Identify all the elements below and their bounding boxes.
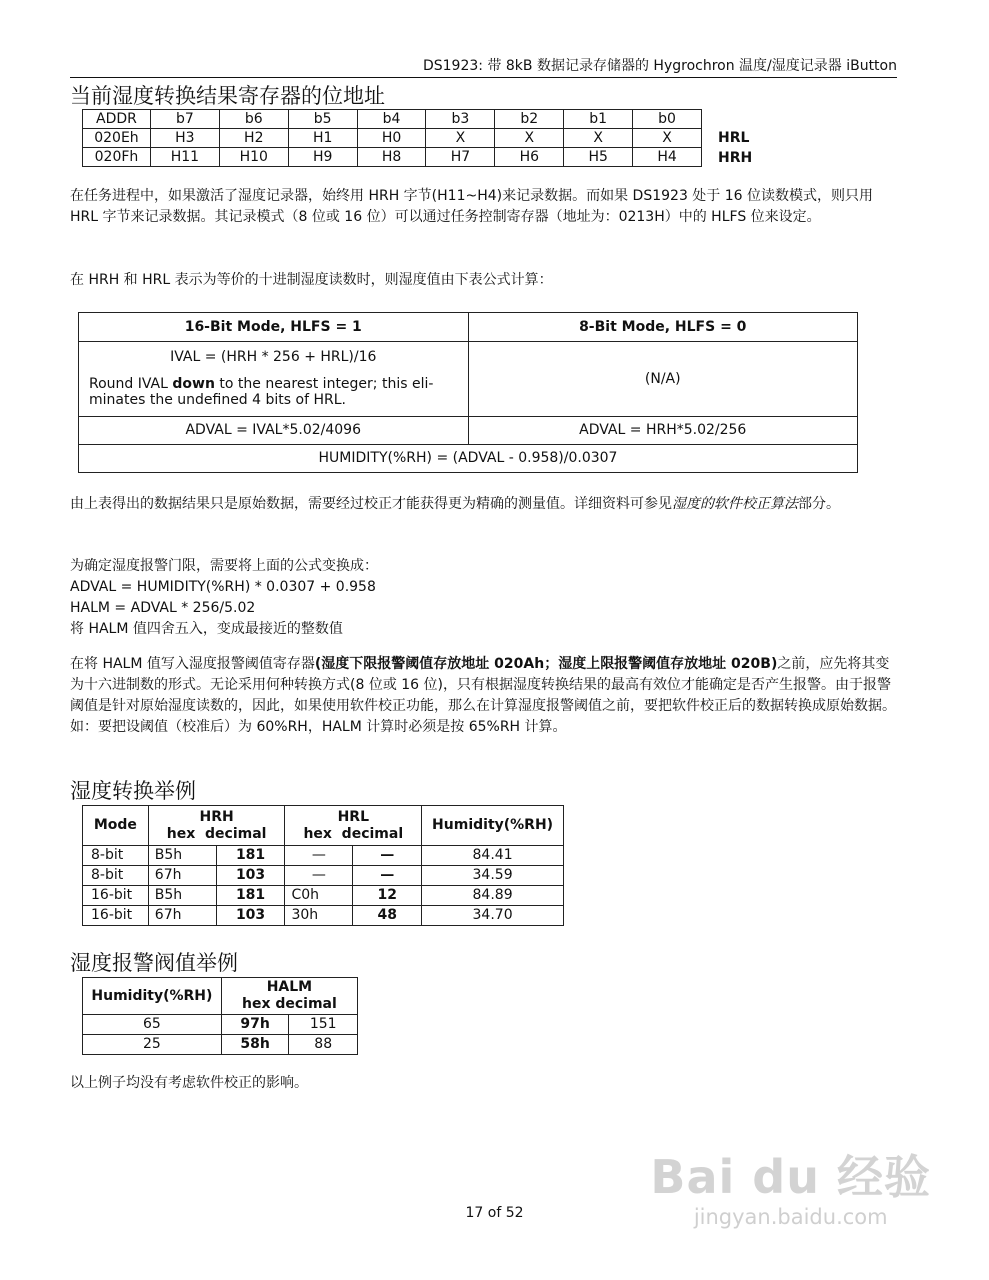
register-cell: H11 <box>150 148 219 167</box>
conv-hrh-dec: 181 <box>216 886 285 906</box>
page-header <box>70 58 897 78</box>
watermark-url: jingyan.baidu.com <box>693 1205 888 1230</box>
register-row <box>83 129 702 148</box>
conv-hrl-hex: C0h <box>285 886 353 906</box>
register-label-hrh: HRH <box>718 150 753 166</box>
conv-hrh-dec: 103 <box>216 866 285 886</box>
conversion-header-humidity: Humidity(%RH) <box>422 806 564 846</box>
register-header-row <box>83 110 702 129</box>
para-calc-intro: 在 HRH 和 HRL 表示为等价的十进制湿度读数时，则湿度值由下表公式计算： <box>70 272 553 288</box>
para4-pre: 在将 HALM 值写入湿度报警阈值寄存器 <box>70 656 315 672</box>
conv-hrh-dec: 181 <box>216 846 285 866</box>
alarm-table <box>82 977 358 1055</box>
register-header-cell: b1 <box>564 110 633 129</box>
conv-humidity: 84.89 <box>422 886 564 906</box>
formula-table <box>78 312 858 473</box>
conv-hrh-dec: 103 <box>216 906 285 926</box>
alarm-table-wrap <box>82 977 358 1055</box>
baidu-watermark <box>650 1150 931 1230</box>
conversion-header-row <box>83 806 564 846</box>
conv-hrl-dec: 48 <box>353 906 422 926</box>
conversion-row <box>83 866 564 886</box>
halm-title: HALM <box>266 979 313 996</box>
register-cell: X <box>495 129 564 148</box>
alarm-dec: 151 <box>289 1015 358 1035</box>
register-header-cell: b2 <box>495 110 564 129</box>
register-cell: H4 <box>633 148 702 167</box>
register-header-cell: b4 <box>357 110 426 129</box>
conv-hrh-hex: 67h <box>148 906 216 926</box>
conversion-table <box>82 805 564 926</box>
register-header-cell: b3 <box>426 110 495 129</box>
alarm-header-row <box>83 978 358 1015</box>
register-cell: H8 <box>357 148 426 167</box>
watermark-logo: Bai du 经验 <box>650 1150 931 1204</box>
para3-pre: 由上表得出的数据结果只是原始数据，需要经过校正才能获得更为精确的测量值。详细资料可参见 <box>70 496 672 512</box>
conversion-table-wrap <box>82 805 564 926</box>
formula-ival-row <box>79 342 858 417</box>
alarm-formula-block <box>70 556 896 640</box>
register-table <box>82 109 702 167</box>
alarm-line-1: 为确定湿度报警门限，需要将上面的公式变换成： <box>70 558 378 574</box>
conversion-row <box>83 906 564 926</box>
register-cell: X <box>426 129 495 148</box>
register-cell: H0 <box>357 129 426 148</box>
register-cell: H9 <box>288 148 357 167</box>
alarm-hex: 58h <box>221 1035 289 1055</box>
conversion-header-hrl <box>285 806 422 846</box>
conv-hrl-hex: — <box>285 846 353 866</box>
alarm-line-4: 将 HALM 值四舍五入，变成最接近的整数值 <box>70 621 343 637</box>
round-note-bold: down <box>172 375 215 392</box>
footer-note: 以上例子均没有考虑软件校正的影响。 <box>70 1075 308 1091</box>
conversion-row <box>83 886 564 906</box>
alarm-humidity: 65 <box>83 1015 222 1035</box>
hrh-sub: hex decimal <box>166 825 267 842</box>
register-table-wrap <box>82 109 702 167</box>
formula-header-row <box>79 313 858 342</box>
conv-hrl-dec: 12 <box>353 886 422 906</box>
conv-mode: 8-bit <box>83 846 149 866</box>
conversion-header-hrh <box>148 806 285 846</box>
alarm-example-heading: 湿度报警阀值举例 <box>70 951 238 975</box>
alarm-header-humidity: Humidity(%RH) <box>83 978 222 1015</box>
conversion-header-mode: Mode <box>83 806 149 846</box>
formula-humidity-row <box>79 445 858 473</box>
conv-humidity: 34.59 <box>422 866 564 886</box>
formula-ival-cell <box>79 342 469 417</box>
register-cell: H5 <box>564 148 633 167</box>
conv-hrl-dec: — <box>353 866 422 886</box>
register-cell: H2 <box>219 129 288 148</box>
register-row <box>83 148 702 167</box>
conv-hrl-hex: 30h <box>285 906 353 926</box>
register-cell: H10 <box>219 148 288 167</box>
conv-hrh-hex: B5h <box>148 886 216 906</box>
header-title: DS1923: 带 8kB 数据记录存储器的 Hygrochron 温度/湿度记录器 iButton <box>422 58 897 74</box>
alarm-humidity: 25 <box>83 1035 222 1055</box>
conv-hrh-hex: 67h <box>148 866 216 886</box>
register-label-hrl: HRL <box>718 130 750 146</box>
alarm-row <box>83 1035 358 1055</box>
hrl-sub: hex decimal <box>303 825 404 842</box>
register-header-cell: b6 <box>219 110 288 129</box>
register-header-cell: b5 <box>288 110 357 129</box>
hrl-title: HRL <box>337 808 369 825</box>
round-note-post: to the nearest integer; this eli-minates the undefined 4 bits of HRL. <box>89 375 434 409</box>
formula-humidity: HUMIDITY(%RH) = (ADVAL - 0.958)/0.0307 <box>79 445 858 473</box>
conv-mode: 16-bit <box>83 906 149 926</box>
conv-hrl-dec: — <box>353 846 422 866</box>
formula-header-8bit: 8-Bit Mode, HLFS = 0 <box>468 313 858 342</box>
page-number: 17 of 52 <box>465 1205 524 1221</box>
conv-hrl-hex: — <box>285 866 353 886</box>
conversion-row <box>83 846 564 866</box>
conv-humidity: 84.41 <box>422 846 564 866</box>
register-header-cell: b0 <box>633 110 702 129</box>
register-cell: H6 <box>495 148 564 167</box>
alarm-header-halm <box>221 978 357 1015</box>
formula-table-wrap <box>78 312 858 473</box>
formula-header-16bit: 16-Bit Mode, HLFS = 1 <box>79 313 469 342</box>
para4-post: 之前，应先将其变为十六进制数的形式。无论采用何种转换方式(8 位或 16 位)，只有根据湿度转换结果的最高有效位才能确定是否产生报警。由于报警阈值是针对原始湿度读数的，因此，如果使用软件校正功能，那么在计算湿度报警阈值之前，要把软件校正后的数据转换成原始数据。如：要把设阈值（校准后）为 60%RH，HALM 计算时必须是按 65%RH 计算。 <box>70 656 896 735</box>
formula-adval-16: ADVAL = IVAL*5.02/4096 <box>79 417 469 445</box>
para-halm-write <box>70 654 896 738</box>
formula-na: (N/A) <box>468 342 858 417</box>
para3-post: 部分。 <box>798 496 840 512</box>
alarm-line-2: ADVAL = HUMIDITY(%RH) * 0.0307 + 0.958 <box>70 579 376 595</box>
register-cell: X <box>633 129 702 148</box>
formula-round-note <box>87 376 460 410</box>
register-heading: 当前湿度转换结果寄存器的位地址 <box>70 84 385 108</box>
register-cell: 020Fh <box>83 148 151 167</box>
conversion-example-heading: 湿度转换举例 <box>70 779 196 803</box>
alarm-row <box>83 1015 358 1035</box>
alarm-hex: 97h <box>221 1015 289 1035</box>
para4-bold: (湿度下限报警阈值存放地址 020Ah；湿度上限报警阈值存放地址 020B) <box>314 656 778 672</box>
register-cell: H3 <box>150 129 219 148</box>
register-header-cell: ADDR <box>83 110 151 129</box>
round-note-pre: Round IVAL <box>89 375 173 392</box>
para-raw-data-note <box>70 494 896 515</box>
formula-ival: IVAL = (HRH * 256 + HRL)/16 <box>170 348 377 365</box>
formula-adval-row <box>79 417 858 445</box>
para3-link: 湿度的软件校正算法 <box>672 496 798 512</box>
para-recording-mode: 在任务进程中，如果激活了湿度记录器，始终用 HRH 字节(H11~H4)来记录数据。而如果 DS1923 处于 16 位读数模式，则只用 HRL 字节来记录数据。其记录模式（8 位或 16 位）可以通过任务控制寄存器（地址为：0213H）中的 HLFS 位来设定。 <box>70 188 874 225</box>
conv-mode: 8-bit <box>83 866 149 886</box>
alarm-line-3: HALM = ADVAL * 256/5.02 <box>70 600 256 616</box>
register-header-cell: b7 <box>150 110 219 129</box>
register-cell: H1 <box>288 129 357 148</box>
register-cell: X <box>564 129 633 148</box>
register-cell: 020Eh <box>83 129 151 148</box>
halm-sub: hex decimal <box>241 996 337 1012</box>
hrh-title: HRH <box>199 808 234 825</box>
conv-humidity: 34.70 <box>422 906 564 926</box>
register-cell: H7 <box>426 148 495 167</box>
alarm-dec: 88 <box>289 1035 358 1055</box>
formula-adval-8: ADVAL = HRH*5.02/256 <box>468 417 858 445</box>
conv-mode: 16-bit <box>83 886 149 906</box>
conv-hrh-hex: B5h <box>148 846 216 866</box>
